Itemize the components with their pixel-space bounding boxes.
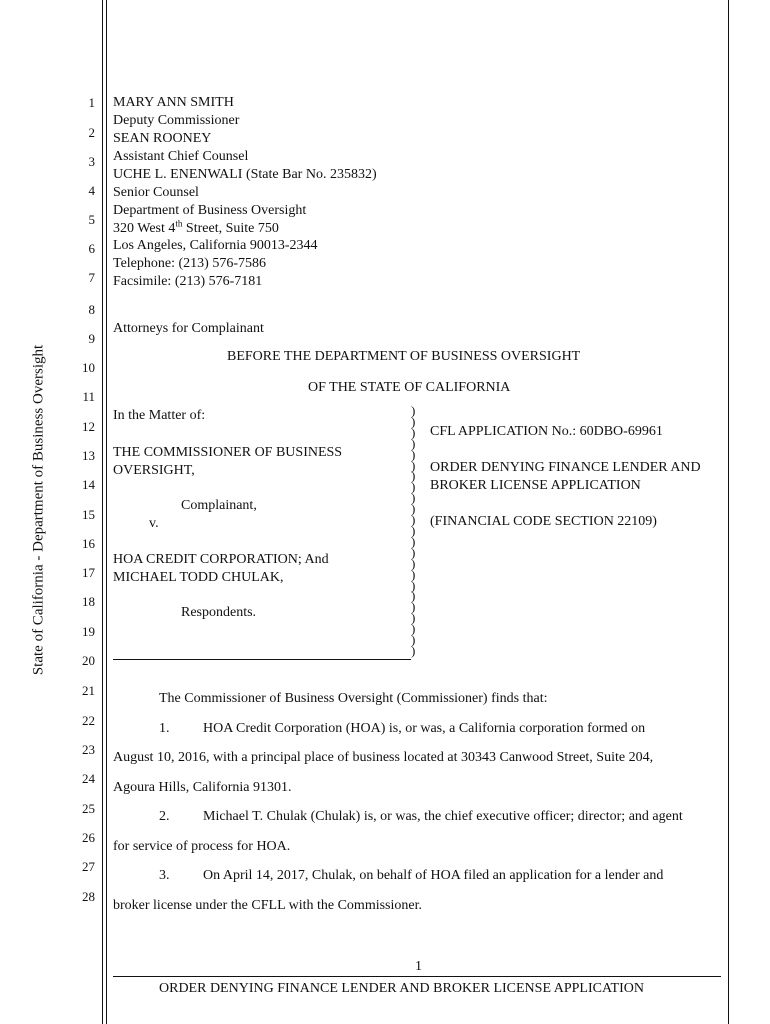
sidebar-agency-label: State of California - Department of Business Oversight bbox=[30, 344, 47, 676]
street-rest: Street, Suite 750 bbox=[182, 221, 279, 236]
line-number: 1 bbox=[88, 95, 95, 110]
line-number: 15 bbox=[82, 507, 95, 522]
footer-title: ORDER DENYING FINANCE LENDER AND BROKER LICENSE APPLICATION bbox=[159, 981, 644, 996]
respondent-name: HOA CREDIT CORPORATION; And bbox=[113, 552, 329, 567]
attorney-name: MARY ANN SMITH bbox=[113, 95, 234, 110]
attorney-name: UCHE L. ENENWALI (State Bar No. 235832) bbox=[113, 167, 377, 182]
paragraph-text: Agoura Hills, California 91301. bbox=[113, 780, 292, 795]
paragraph-text: August 10, 2016, with a principal place of business located at 30343 Canwood Street, Suite 204, bbox=[113, 750, 654, 765]
caption-parentheses: ) ) ) ) ) ) ) ) ) ) ) ) ) ) ) ) ) ) ) ) ) ) ) bbox=[411, 403, 416, 658]
paragraph-text: broker license under the CFLL with the Commissioner. bbox=[113, 898, 422, 913]
attorney-title: Senior Counsel bbox=[113, 185, 199, 200]
line-number: 9 bbox=[88, 331, 95, 346]
versus: v. bbox=[149, 516, 159, 531]
order-title: BROKER LICENSE APPLICATION bbox=[430, 478, 641, 493]
line-number: 16 bbox=[82, 536, 95, 551]
paragraph-number: 2. bbox=[159, 809, 170, 824]
respondent-name: MICHAEL TODD CHULAK, bbox=[113, 570, 284, 585]
complainant-name: THE COMMISSIONER OF BUSINESS bbox=[113, 445, 343, 460]
line-number: 6 bbox=[88, 241, 95, 256]
attorneys-for: Attorneys for Complainant bbox=[113, 321, 264, 336]
paragraph-text: Michael T. Chulak (Chulak) is, or was, the chief executive officer; director; and agent bbox=[203, 809, 683, 824]
right-margin-rule bbox=[728, 0, 729, 1024]
caption-underline bbox=[113, 659, 411, 660]
paragraph-text: HOA Credit Corporation (HOA) is, or was, a California corporation formed on bbox=[203, 721, 646, 736]
line-number: 10 bbox=[82, 360, 95, 375]
city-address: Los Angeles, California 90013-2344 bbox=[113, 238, 318, 253]
street-ordinal: th bbox=[175, 218, 183, 229]
telephone: Telephone: (213) 576-7586 bbox=[113, 256, 266, 271]
application-number: CFL APPLICATION No.: 60DBO-69961 bbox=[430, 424, 663, 439]
line-number: 8 bbox=[88, 302, 95, 317]
left-margin-rule-inner bbox=[106, 0, 107, 1024]
line-number: 24 bbox=[82, 771, 95, 786]
footer-rule bbox=[113, 976, 721, 977]
line-number: 20 bbox=[82, 653, 95, 668]
line-number: 23 bbox=[82, 742, 95, 757]
tribunal-heading-line2: OF THE STATE OF CALIFORNIA bbox=[308, 380, 511, 395]
paragraph-number: 3. bbox=[159, 868, 170, 883]
complainant-name: OVERSIGHT, bbox=[113, 463, 195, 478]
line-number: 5 bbox=[88, 212, 95, 227]
line-number: 26 bbox=[82, 830, 95, 845]
line-number: 4 bbox=[88, 183, 95, 198]
line-number: 25 bbox=[82, 801, 95, 816]
line-number: 11 bbox=[82, 389, 95, 404]
tribunal-heading-line1: BEFORE THE DEPARTMENT OF BUSINESS OVERSIGHT bbox=[227, 349, 581, 364]
street-number: 320 West 4 bbox=[113, 221, 176, 236]
line-number: 18 bbox=[82, 594, 95, 609]
agency-name: Department of Business Oversight bbox=[113, 203, 307, 218]
in-the-matter: In the Matter of: bbox=[113, 408, 206, 423]
paragraph-number: 1. bbox=[159, 721, 170, 736]
code-section: (FINANCIAL CODE SECTION 22109) bbox=[430, 514, 657, 529]
line-number: 28 bbox=[82, 889, 95, 904]
line-number: 17 bbox=[82, 565, 95, 580]
attorney-title: Assistant Chief Counsel bbox=[113, 149, 249, 164]
line-number: 21 bbox=[82, 683, 95, 698]
line-number: 13 bbox=[82, 448, 95, 463]
line-number: 12 bbox=[82, 419, 95, 434]
order-title: ORDER DENYING FINANCE LENDER AND bbox=[430, 460, 701, 475]
facsimile: Facsimile: (213) 576-7181 bbox=[113, 274, 263, 289]
line-number: 22 bbox=[82, 713, 95, 728]
respondent-role: Respondents. bbox=[181, 605, 257, 620]
street-address bbox=[113, 220, 279, 238]
intro-sentence: The Commissioner of Business Oversight (Commissioner) finds that: bbox=[159, 691, 548, 706]
left-margin-rule-outer bbox=[102, 0, 103, 1024]
line-number: 7 bbox=[88, 270, 95, 285]
paragraph-text: On April 14, 2017, Chulak, on behalf of HOA filed an application for a lender and bbox=[203, 868, 664, 883]
line-number: 3 bbox=[88, 154, 95, 169]
line-number: 27 bbox=[82, 859, 95, 874]
line-number: 2 bbox=[88, 125, 95, 140]
complainant-role: Complainant, bbox=[181, 498, 257, 513]
attorney-name: SEAN ROONEY bbox=[113, 131, 212, 146]
page-number: 1 bbox=[415, 959, 422, 974]
line-number: 14 bbox=[82, 477, 95, 492]
paragraph-text: for service of process for HOA. bbox=[113, 839, 291, 854]
attorney-title: Deputy Commissioner bbox=[113, 113, 240, 128]
line-number: 19 bbox=[82, 624, 95, 639]
